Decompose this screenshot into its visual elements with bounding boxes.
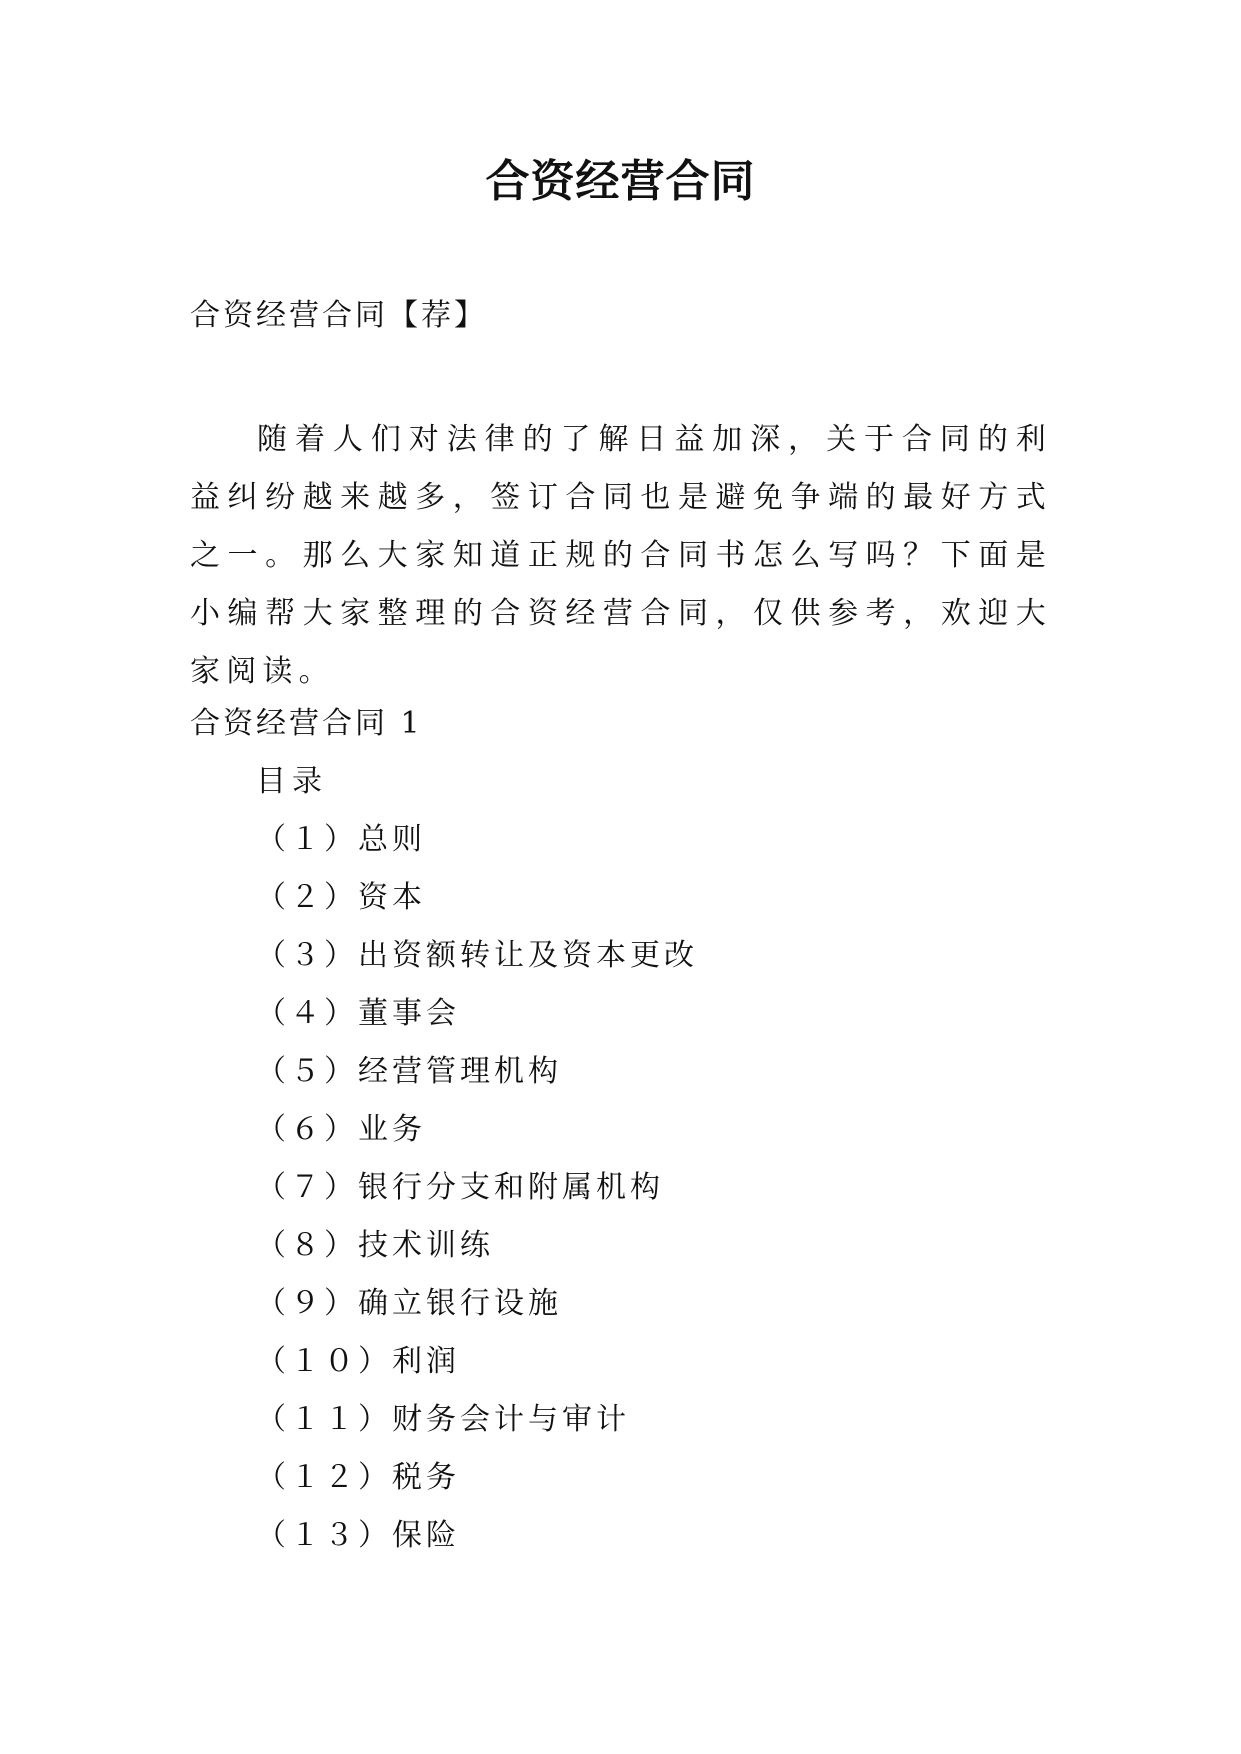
section-title: 合资经营合同 1 <box>190 706 423 741</box>
toc-item: （５）经营管理机构 <box>256 1054 562 1089</box>
toc-item: （１１）财务会计与审计 <box>256 1402 630 1437</box>
toc-item: （１２）税务 <box>256 1460 460 1495</box>
table-of-contents <box>256 820 698 1574</box>
toc-item: （１３）保险 <box>256 1518 460 1553</box>
toc-heading: 目录 <box>256 764 328 799</box>
toc-item: （３）出资额转让及资本更改 <box>256 938 698 973</box>
toc-item: （８）技术训练 <box>256 1228 494 1263</box>
toc-item: （９）确立银行设施 <box>256 1286 562 1321</box>
toc-item: （６）业务 <box>256 1112 426 1147</box>
document-title: 合资经营合同 <box>485 156 756 207</box>
intro-paragraph: 随着人们对法律的了解日益加深，关于合同的利益纠纷越来越多，签订合同也是避免争端的最好方式之一。那么大家知道正规的合同书怎么写吗？下面是小编帮大家整理的合资经营合同，仅供参考，欢迎大家阅读。 <box>190 422 1052 689</box>
toc-item: （１）总则 <box>256 822 426 857</box>
toc-item: （１０）利润 <box>256 1344 460 1379</box>
toc-item: （４）董事会 <box>256 996 460 1031</box>
toc-item: （７）银行分支和附属机构 <box>256 1170 664 1205</box>
toc-item: （２）资本 <box>256 880 426 915</box>
document-subtitle: 合资经营合同【荐】 <box>190 298 487 333</box>
